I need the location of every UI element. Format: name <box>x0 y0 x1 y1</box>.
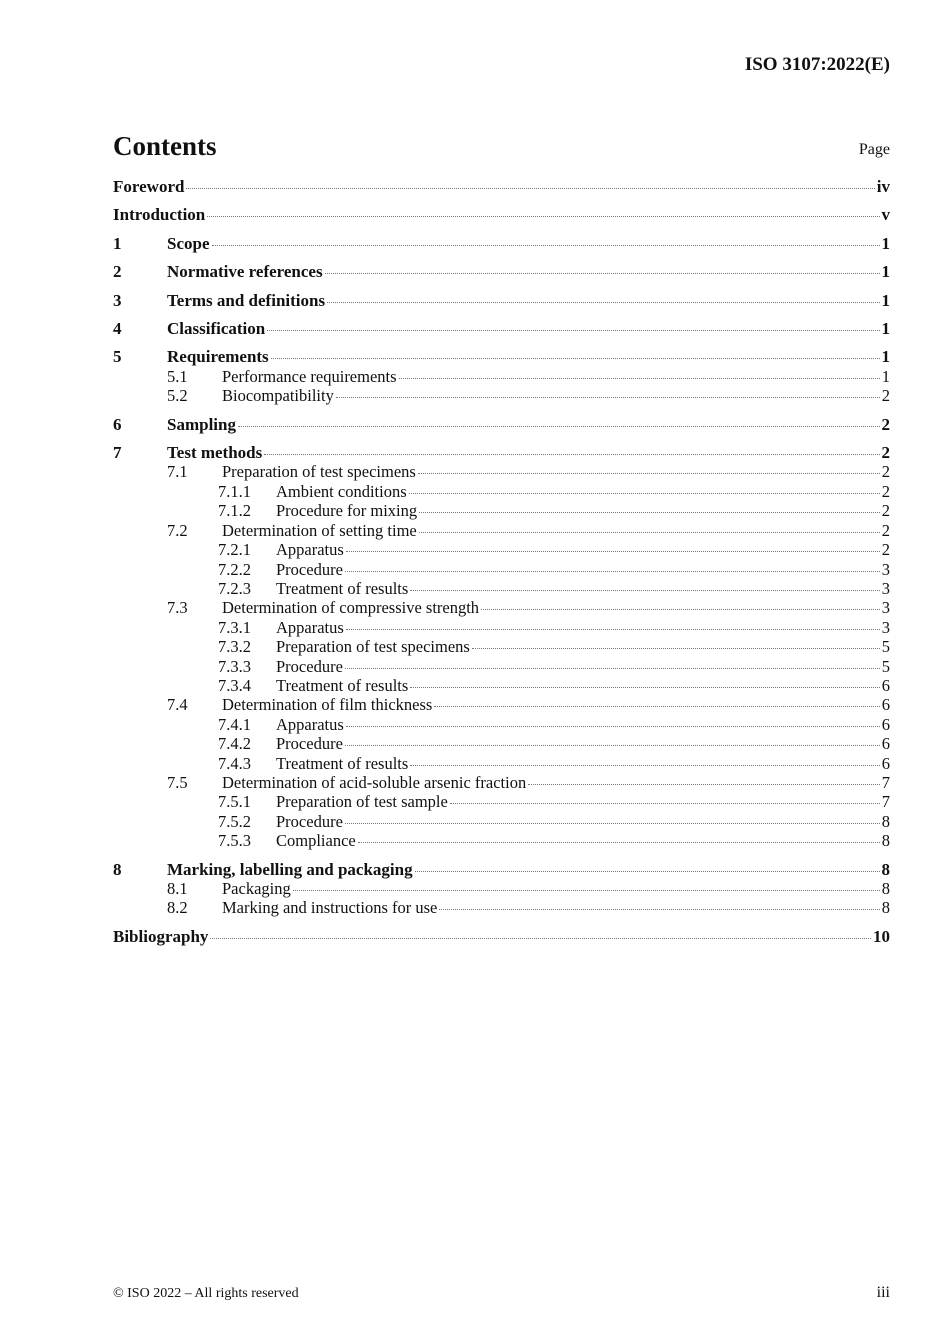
toc-entry[interactable] <box>113 205 890 224</box>
leader-dots <box>410 687 879 688</box>
toc-entry-page: 2 <box>881 386 890 406</box>
leader-dots <box>528 784 880 785</box>
toc-entry-number: 7.3.3 <box>218 656 251 676</box>
toc-entry[interactable] <box>113 715 890 734</box>
leader-dots <box>399 378 880 379</box>
toc-entry[interactable] <box>113 618 890 637</box>
toc-entry[interactable] <box>113 754 890 773</box>
toc-entry-number: 7.3.4 <box>218 675 251 695</box>
toc-entry-number: 5 <box>113 347 122 367</box>
toc-entry[interactable] <box>113 879 890 898</box>
toc-entry-number: 5.2 <box>167 386 188 406</box>
leader-dots <box>410 765 879 766</box>
toc-entry[interactable] <box>113 637 890 656</box>
toc-entry[interactable] <box>113 598 890 617</box>
toc-entry[interactable] <box>113 521 890 540</box>
toc-entry-title: Packaging <box>222 879 291 898</box>
toc-entry[interactable] <box>113 262 890 281</box>
toc-entry-page: 8 <box>881 811 890 831</box>
toc-entry-page: 3 <box>881 598 890 618</box>
toc-entry-title: Treatment of results <box>276 578 409 598</box>
toc-entry-title: Requirements <box>167 347 269 367</box>
toc-entry-number: 7.4.1 <box>218 714 251 734</box>
toc-entry-title: Procedure for mixing <box>276 501 418 521</box>
toc-entry-page: 8 <box>881 859 890 879</box>
toc-entry-title: Performance requirements <box>222 366 397 386</box>
toc-entry-number: 7.2.1 <box>218 540 251 560</box>
toc-entry-title: Procedure <box>276 734 343 754</box>
toc-entry-title: Procedure <box>276 811 343 831</box>
leader-dots <box>336 397 880 398</box>
toc-entry[interactable] <box>113 560 890 579</box>
toc-entry-page: 7 <box>881 772 890 792</box>
toc-entry[interactable] <box>113 734 890 753</box>
leader-dots <box>212 245 880 246</box>
toc-entry-page: 2 <box>881 520 890 540</box>
toc-entry-title: Treatment of results <box>276 753 409 773</box>
toc-entry-title: Preparation of test sample <box>276 792 448 812</box>
copyright-footer: © ISO 2022 – All rights reserved <box>113 1286 299 1301</box>
toc-entry-page: 2 <box>881 443 890 463</box>
toc-entry[interactable] <box>113 927 890 946</box>
toc-entry-page: 3 <box>881 617 890 637</box>
leader-dots <box>410 590 879 591</box>
toc-entry[interactable] <box>113 319 890 338</box>
leader-dots <box>325 273 880 274</box>
toc-entry-title: Determination of film thickness <box>222 695 433 715</box>
toc-entry[interactable] <box>113 177 890 196</box>
document-id: ISO 3107:2022(E) <box>744 54 890 75</box>
toc-entry-title: Bibliography <box>113 926 209 946</box>
toc-entry[interactable] <box>113 657 890 676</box>
toc-entry-title: Ambient conditions <box>276 481 407 501</box>
toc-entry-number: 1 <box>113 233 122 253</box>
leader-dots <box>238 426 880 427</box>
toc-entry[interactable] <box>113 482 890 501</box>
leader-dots <box>271 358 880 359</box>
page-title: Contents <box>113 131 217 161</box>
toc-entry-page: iv <box>876 177 890 196</box>
table-of-contents <box>113 177 890 946</box>
toc-entry-page: 6 <box>881 734 890 754</box>
toc-entry-number: 7.1.1 <box>218 481 251 501</box>
toc-entry-page: 1 <box>881 262 890 282</box>
toc-entry-number: 7.5.2 <box>218 811 251 831</box>
leader-dots <box>264 454 879 455</box>
leader-dots <box>450 803 880 804</box>
toc-entry[interactable] <box>113 443 890 462</box>
toc-entry-page: 6 <box>881 714 890 734</box>
toc-entry-title: Determination of acid-soluble arsenic fraction <box>222 772 527 792</box>
toc-entry-number: 3 <box>113 290 122 310</box>
toc-entry-title: Apparatus <box>276 540 344 560</box>
toc-entry-title: Compliance <box>276 831 356 851</box>
toc-entry[interactable] <box>113 367 890 386</box>
toc-entry[interactable] <box>113 860 890 879</box>
toc-entry-title: Determination of setting time <box>222 520 417 540</box>
toc-entry-title: Procedure <box>276 559 343 579</box>
toc-entry-page: 10 <box>873 926 890 946</box>
toc-entry[interactable] <box>113 291 890 310</box>
toc-entry-page: 2 <box>881 540 890 560</box>
page-column-label: Page <box>858 141 890 158</box>
leader-dots <box>345 571 880 572</box>
leader-dots <box>434 706 879 707</box>
toc-entry[interactable] <box>113 415 890 434</box>
toc-entry[interactable] <box>113 792 890 811</box>
page-number: iii <box>876 1284 890 1301</box>
leader-dots <box>419 532 880 533</box>
toc-entry-page: 6 <box>881 753 890 773</box>
toc-entry-number: 7.4.2 <box>218 734 251 754</box>
toc-entry[interactable] <box>113 695 890 714</box>
toc-entry-page: 2 <box>881 501 890 521</box>
toc-entry-title: Preparation of test specimens <box>276 637 470 657</box>
toc-entry-number: 2 <box>113 262 122 282</box>
toc-entry-title: Foreword <box>113 177 185 196</box>
leader-dots <box>418 473 880 474</box>
leader-dots <box>186 188 874 189</box>
toc-entry-number: 5.1 <box>167 366 188 386</box>
toc-entry-page: 2 <box>881 414 890 434</box>
leader-dots <box>415 871 880 872</box>
toc-entry-number: 7.5 <box>167 772 188 792</box>
toc-entry-number: 8.1 <box>167 879 188 898</box>
leader-dots <box>207 216 879 217</box>
toc-entry-title: Normative references <box>167 262 323 282</box>
leader-dots <box>345 668 880 669</box>
toc-entry-number: 7.4.3 <box>218 753 251 773</box>
toc-entry-title: Terms and definitions <box>167 290 326 310</box>
toc-entry-number: 7 <box>113 443 122 463</box>
toc-entry-title: Procedure <box>276 656 343 676</box>
toc-entry-number: 7.3.1 <box>218 617 251 637</box>
toc-entry-page: 5 <box>881 637 890 657</box>
toc-entry[interactable] <box>113 234 890 253</box>
toc-entry-page: 1 <box>881 290 890 310</box>
toc-entry-page: 1 <box>881 319 890 339</box>
leader-dots <box>346 629 880 630</box>
toc-entry-title: Treatment of results <box>276 675 409 695</box>
toc-entry-page: 5 <box>881 656 890 676</box>
leader-dots <box>210 938 871 939</box>
leader-dots <box>327 302 879 303</box>
toc-entry-title: Test methods <box>167 443 263 463</box>
toc-entry-number: 7.3 <box>167 598 188 618</box>
toc-entry-page: 6 <box>881 675 890 695</box>
toc-entry-number: 7.2.3 <box>218 578 251 598</box>
toc-entry-number: 4 <box>113 319 122 339</box>
leader-dots <box>346 726 880 727</box>
leader-dots <box>267 330 879 331</box>
toc-entry[interactable] <box>113 579 890 598</box>
toc-entry-title: Sampling <box>167 414 236 434</box>
toc-entry[interactable] <box>113 462 890 481</box>
leader-dots <box>409 493 880 494</box>
leader-dots <box>358 842 880 843</box>
toc-entry-page: 3 <box>881 578 890 598</box>
toc-entry-page: 1 <box>881 366 890 386</box>
toc-entry-title: Introduction <box>113 205 206 225</box>
toc-entry-page: 2 <box>881 462 890 482</box>
leader-dots <box>472 648 880 649</box>
toc-entry-title: Classification <box>167 319 266 339</box>
toc-entry[interactable] <box>113 676 890 695</box>
toc-entry-number: 8 <box>113 859 122 879</box>
leader-dots <box>345 823 880 824</box>
toc-entry-number: 7.4 <box>167 695 188 715</box>
toc-entry-page: 1 <box>881 233 890 253</box>
toc-entry[interactable] <box>113 501 890 520</box>
toc-entry-title: Scope <box>167 233 210 253</box>
leader-dots <box>293 890 880 891</box>
toc-entry[interactable] <box>113 812 890 831</box>
toc-entry-title: Marking, labelling and packaging <box>167 859 413 879</box>
toc-entry-number: 7.1.2 <box>218 501 251 521</box>
toc-entry-page: 3 <box>881 559 890 579</box>
leader-dots <box>345 745 880 746</box>
toc-entry-page: 7 <box>881 792 890 812</box>
toc-entry-number: 7.3.2 <box>218 637 251 657</box>
leader-dots <box>346 551 880 552</box>
toc-entry-page: 1 <box>881 347 890 367</box>
toc-entry-number: 7.2 <box>167 520 188 540</box>
toc-entry-title: Biocompatibility <box>222 386 334 406</box>
toc-entry-page: 8 <box>881 831 890 851</box>
toc-entry-number: 8.2 <box>167 898 188 918</box>
toc-entry-title: Apparatus <box>276 714 344 734</box>
leader-dots <box>439 909 879 910</box>
toc-entry-title: Marking and instructions for use <box>222 898 438 918</box>
leader-dots <box>481 609 880 610</box>
toc-entry[interactable] <box>113 898 890 917</box>
toc-entry-page: v <box>881 205 890 225</box>
toc-entry[interactable] <box>113 386 890 405</box>
toc-entry[interactable] <box>113 540 890 559</box>
toc-entry-page: 8 <box>881 879 890 898</box>
leader-dots <box>419 512 880 513</box>
toc-entry[interactable] <box>113 831 890 850</box>
toc-entry-number: 7.5.3 <box>218 831 251 851</box>
toc-entry[interactable] <box>113 773 890 792</box>
toc-entry-page: 2 <box>881 481 890 501</box>
toc-entry-number: 7.1 <box>167 462 188 482</box>
toc-entry-number: 7.5.1 <box>218 792 251 812</box>
toc-entry-title: Determination of compressive strength <box>222 598 480 618</box>
toc-entry-title: Preparation of test specimens <box>222 462 416 482</box>
toc-entry-number: 6 <box>113 414 122 434</box>
toc-entry-page: 6 <box>881 695 890 715</box>
toc-entry-title: Apparatus <box>276 617 344 637</box>
toc-entry-number: 7.2.2 <box>218 559 251 579</box>
toc-entry-page: 8 <box>881 898 890 918</box>
toc-entry[interactable] <box>113 347 890 366</box>
